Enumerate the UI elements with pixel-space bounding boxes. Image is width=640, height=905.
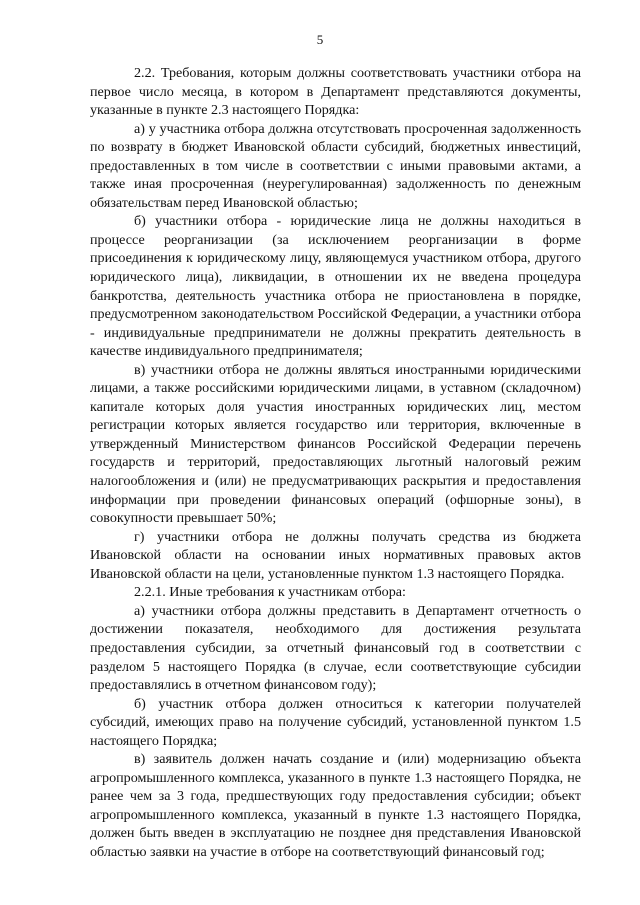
paragraph-2-2: 2.2. Требования, которым должны соответствовать участники отбора на первое число месяца, в котором в Департамент представляются документы, указанные в пункте 2.3 настоящего Порядка:: [90, 65, 581, 119]
paragraph-2-2-1-v: в) заявитель должен начать создание и (или) модернизацию объекта агропромышленного комплекса, указанного в пункте 1.3 настоящего Порядка, не ранее чем за 3 года, предшествующих году предоставления субсидии; объект агропромышленного комплекса, указанный в пункте 1.3 настоящего Порядка, должен быть введен в эксплуатацию не позднее дня представления Ивановской областью заявки на участие в отборе на соответствующий финансовый год;: [90, 751, 581, 860]
paragraph-2-2-v: в) участники отбора не должны являться иностранными юридическими лицами, а также российскими юридическими лицами, в уставном (складочном) капитале которых доля участия иностранных юридических лиц, местом регистрации которых является государство или территория, включенные в утвержденный Министерством финансов Российской Федерации перечень государств и территорий, предоставляющих льготный налоговый режим налогообложения и (или) не предусматривающих раскрытия и предоставления информации при проведении финансовых операций (офшорные зоны), в совокупности превышает 50%;: [90, 361, 581, 527]
paragraph-2-2-b: б) участники отбора - юридические лица не должны находиться в процессе реорганизации (за исключением реорганизации в форме присоединения к юридическому лицу, являющемуся участником отбора, другого юридического лица), ликвидации, в отношении их не введена процедура банкротства, деятельность участника отбора не приостановлена в порядке, предусмотренном законодательством Российской Федерации, а участники отбора - индивидуальные предприниматели не должны прекратить деятельность в качестве индивидуального предпринимателя;: [90, 213, 581, 360]
document-body: [90, 64, 581, 862]
paragraph-2-2-1-b: б) участник отбора должен относиться к категории получателей субсидий, имеющих право на получение субсидий, установленной пунктом 1.5 настоящего Порядка;: [90, 695, 581, 749]
paragraph-2-2-1: 2.2.1. Иные требования к участникам отбора:: [134, 584, 406, 601]
paragraph-2-2-a: а) у участника отбора должна отсутствовать просроченная задолженность по возврату в бюджет Ивановской области субсидий, бюджетных инвестиций, предоставленных в том числе в соответствии с иными правовыми актами, а также иная просроченная (неурегулированная) задолженность по денежным обязательствам перед Ивановской областью;: [90, 120, 581, 211]
page-number: 5: [316, 32, 324, 47]
paragraph-2-2-g: г) участники отбора не должны получать средства из бюджета Ивановской области на основании иных нормативных правовых актов Ивановской области на цели, установленные пунктом 1.3 настоящего Порядка.: [90, 528, 581, 582]
paragraph-2-2-1-a: а) участники отбора должны представить в Департамент отчетность о достижении показателя, необходимого для достижения результата предоставления субсидии, за отчетный финансовый год в соответствии с разделом 5 настоящего Порядка (в случае, если соответствующие субсидии предоставлялись в отчетном финансовом году);: [90, 602, 581, 694]
